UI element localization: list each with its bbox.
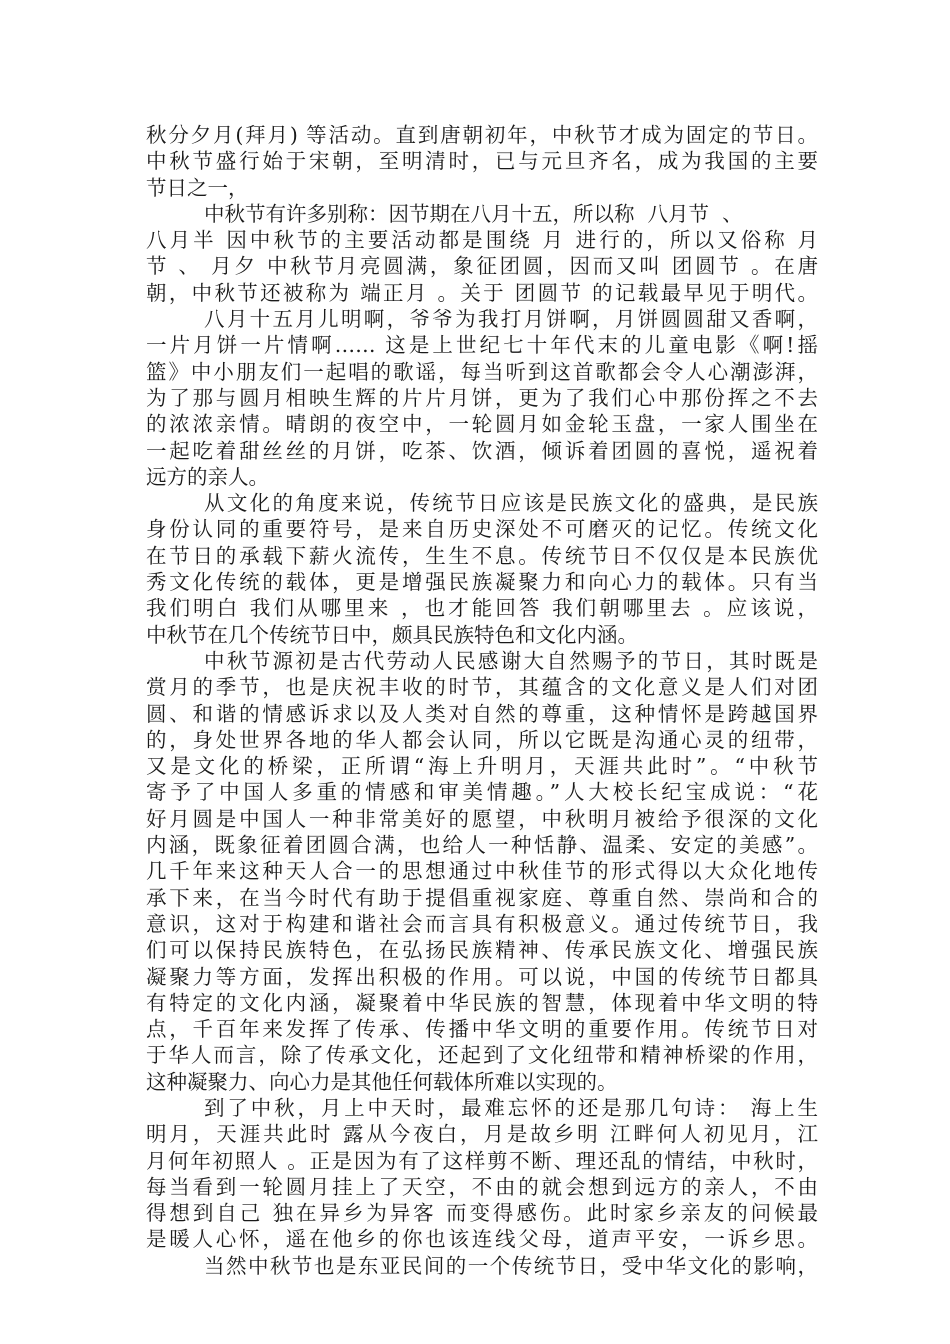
text-line: 朝，中秋节还被称为 端正月 。关于 团圆节 的记载最早见于明代。 <box>146 280 818 305</box>
text-line: 的浓浓亲情。晴朗的夜空中，一轮圆月如金轮玉盘，一家人围坐在 <box>146 412 818 437</box>
text-line: 意识，这对于构建和谐社会而言具有积极意义。通过传统节日，我 <box>146 911 818 936</box>
text-line: 秀文化传统的载体，更是增强民族凝聚力和向心力的载体。只有当 <box>146 570 818 595</box>
text-line: 有特定的文化内涵，凝聚着中华民族的智慧，体现着中华文明的特 <box>146 990 818 1015</box>
body-text <box>146 122 818 1279</box>
text-line: 中秋节有许多别称：因节期在八月十五，所以称 八月节 、 <box>204 201 743 226</box>
text-line: 点，千百年来发挥了传承、传播中华文明的重要作用。传统节日对 <box>146 1017 818 1042</box>
text-line: 八月半 因中秋节的主要活动都是围绕 月 进行的，所以又俗称 月 <box>146 228 818 253</box>
text-line: 一起吃着甜丝丝的月饼，吃茶、饮酒，倾诉着团圆的喜悦，遥祝着 <box>146 438 818 463</box>
text-line: 节日之一， <box>146 175 249 200</box>
text-line: 远方的亲人。 <box>146 464 269 489</box>
text-line: 月何年初照人 。正是因为有了这样剪不断、理还乱的情结，中秋时， <box>146 1148 818 1173</box>
text-line: 秋分夕月(拜月) 等活动。直到唐朝初年，中秋节才成为固定的节日。 <box>146 123 818 147</box>
text-line: 到了中秋，月上中天时，最难忘怀的还是那几句诗： 海上生 <box>204 1095 818 1120</box>
text-line: 当然中秋节也是东亚民间的一个传统节日，受中华文化的影响， <box>204 1253 818 1278</box>
text-line: 于华人而言，除了传承文化，还起到了文化纽带和精神桥梁的作用， <box>146 1043 818 1068</box>
text-line: 篮》中小朋友们一起唱的歌谣，每当听到这首歌都会令人心潮澎湃， <box>146 359 818 384</box>
text-line: 承下来，在当今时代有助于提倡重视家庭、尊重自然、崇尚和合的 <box>146 885 818 910</box>
text-line: 们可以保持民族特色，在弘扬民族精神、传承民族文化、增强民族 <box>146 938 818 963</box>
text-line: 得想到自己 独在异乡为异客 而变得感伤。此时家乡亲友的问候最 <box>146 1201 818 1226</box>
text-line: 这种凝聚力、向心力是其他任何载体所难以实现的。 <box>146 1069 618 1094</box>
text-line: 圆、和谐的情感诉求以及人类对自然的尊重，这种情怀是跨越国界 <box>146 701 818 726</box>
text-line: 明月，天涯共此时 露从今夜白，月是故乡明 江畔何人初见月，江 <box>146 1122 818 1147</box>
text-line: 我们明白 我们从哪里来 ，也才能回答 我们朝哪里去 。应该说， <box>146 596 818 621</box>
text-line: 中秋节在几个传统节日中，颇具民族特色和文化内涵。 <box>146 622 638 647</box>
text-line: 在节日的承载下薪火流传，生生不息。传统节日不仅仅是本民族优 <box>146 543 818 568</box>
text-line: 为了那与圆月相映生辉的片片月饼，更为了我们心中那份挥之不去 <box>146 385 818 410</box>
text-line: 中秋节源初是古代劳动人民感谢大自然赐予的节日，其时既是 <box>204 648 818 673</box>
text-line: 几千年来这种天人合一的思想通过中秋佳节的形式得以大众化地传 <box>146 859 818 884</box>
text-line: 是暖人心怀，遥在他乡的你也该连线父母，道声平安，一诉乡思。 <box>146 1227 818 1252</box>
text-line: 寄予了中国人多重的情感和审美情趣。”人大校长纪宝成说：“花 <box>146 780 818 805</box>
text-line: 好月圆是中国人一种非常美好的愿望，中秋明月被给予很深的文化 <box>146 806 818 831</box>
text-line: 一片月饼一片情啊…… 这是上世纪七十年代末的儿童电影《啊!摇 <box>146 333 818 358</box>
text-line: 又是文化的桥梁，正所谓“海上升明月，天涯共此时”。“中秋节 <box>146 754 818 779</box>
text-line: 赏月的季节，也是庆祝丰收的时节，其蕴含的文化意义是人们对团 <box>146 675 818 700</box>
text-line: 的，身处世界各地的华人都会认同，所以它既是沟通心灵的纽带， <box>146 727 818 752</box>
text-line: 从文化的角度来说，传统节日应该是民族文化的盛典，是民族 <box>204 491 818 516</box>
text-line: 内涵，既象征着团圆合满，也给人一种恬静、温柔、安定的美感”。 <box>146 833 818 858</box>
text-line: 八月十五月儿明啊，爷爷为我打月饼啊，月饼圆圆甜又香啊， <box>204 307 818 332</box>
text-line: 节 、 月夕 中秋节月亮圆满，象征团圆，因而又叫 团圆节 。在唐 <box>146 254 818 279</box>
text-line: 凝聚力等方面，发挥出积极的作用。可以说，中国的传统节日都具 <box>146 964 818 989</box>
text-line: 每当看到一轮圆月挂上了天空，不由的就会想到远方的亲人，不由 <box>146 1174 818 1199</box>
text-line: 身份认同的重要符号，是来自历史深处不可磨灭的记忆。传统文化 <box>146 517 818 542</box>
text-line: 中秋节盛行始于宋朝，至明清时，已与元旦齐名，成为我国的主要 <box>146 149 818 174</box>
